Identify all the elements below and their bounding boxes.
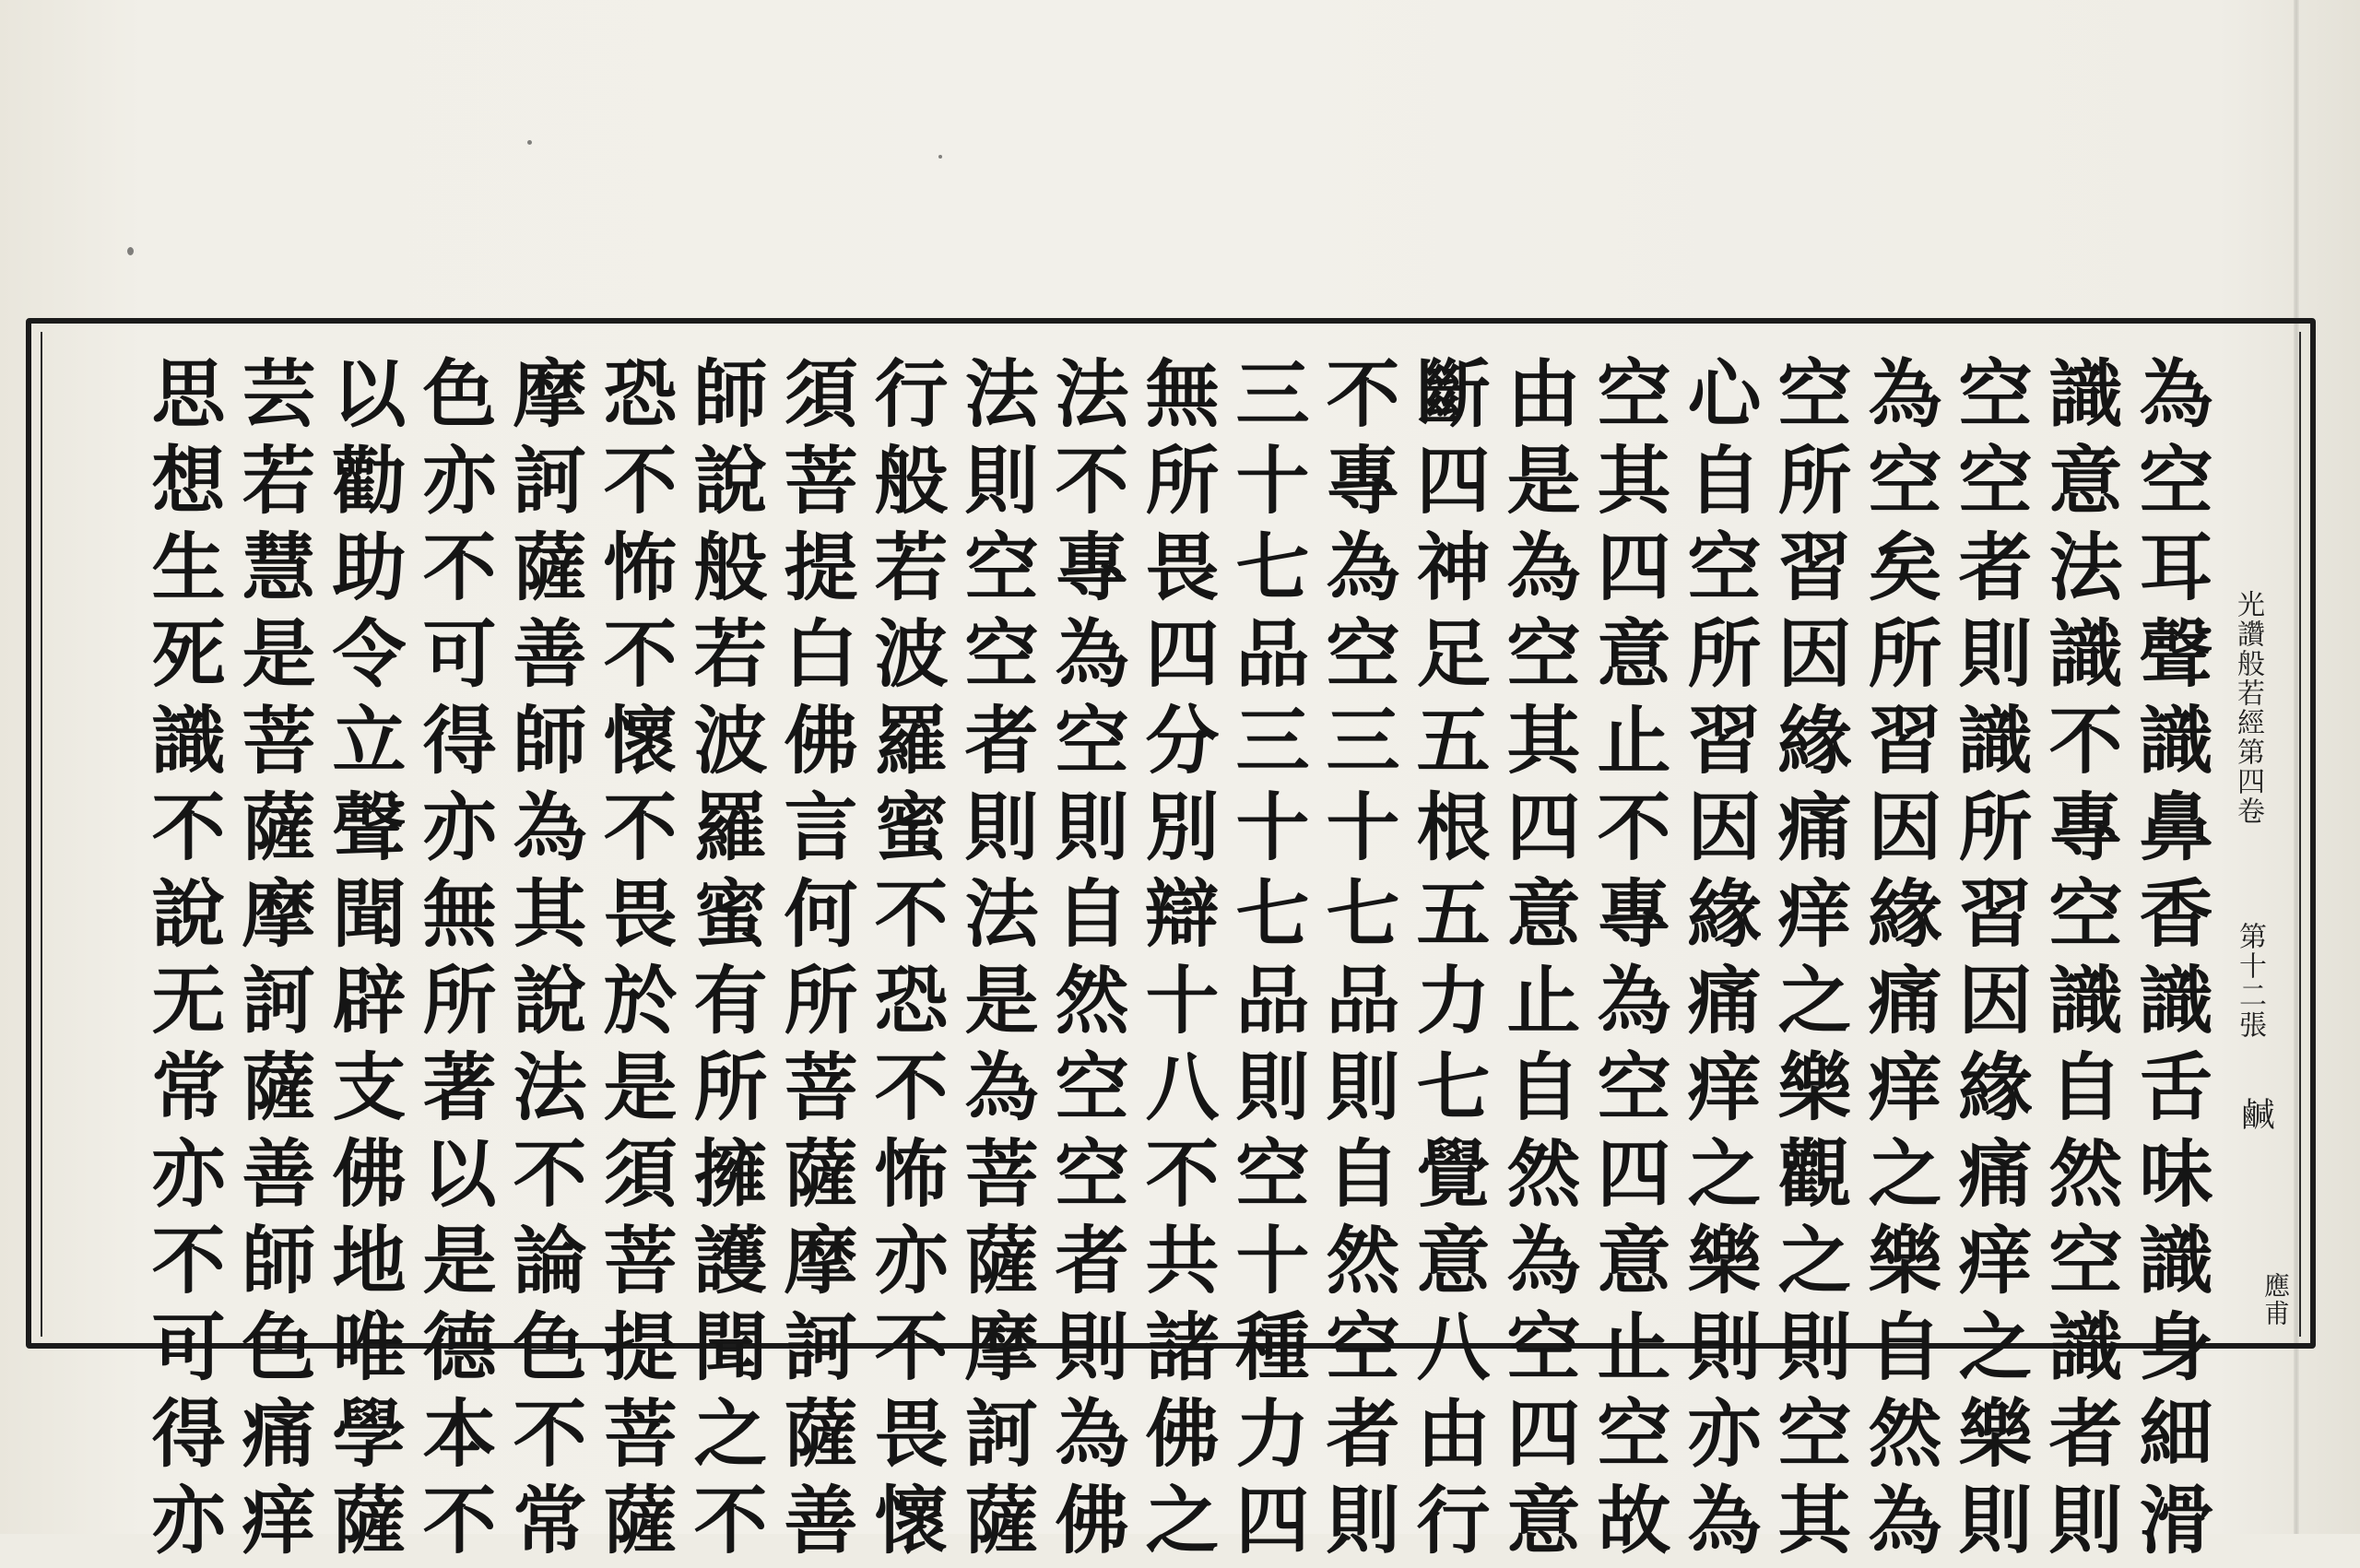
- text-column-10: 不專為空三十七品則自然空者則: [1314, 355, 1400, 1568]
- text-column-1: 為空耳聲識鼻香識舌味識身細滑: [2127, 355, 2213, 1568]
- text-column-9: 斷四神足五根五力七覺意八由行: [1404, 355, 1491, 1568]
- text-column-8: 由是為空其四意止自然為空四意: [1494, 355, 1581, 1568]
- margin-leaf-number: 第十二張: [2234, 922, 2266, 1040]
- paper-speck: [938, 155, 942, 159]
- text-column-15: 行般若波羅蜜不恐不怖亦不畏懷: [862, 355, 949, 1568]
- text-column-5: 空所習因緣痛痒之樂觀之則空其: [1765, 355, 1852, 1568]
- text-column-4: 為空矣所習因緣痛痒之樂自然為: [1856, 355, 1942, 1568]
- text-column-23: 思想生死識不說无常亦不可得亦: [139, 355, 226, 1568]
- margin-carver: 應甫: [2260, 1272, 2291, 1327]
- paper-speck: [527, 140, 532, 145]
- text-column-6: 心自空所習因緣痛痒之樂則亦為: [1675, 355, 1762, 1568]
- text-column-20: 色亦不可得亦無所著以是德本不: [410, 355, 497, 1568]
- text-column-13: 法不專為空則自然空空者則為佛: [1043, 355, 1129, 1568]
- text-column-14: 法則空空者則法是為菩薩摩訶薩: [952, 355, 1039, 1568]
- text-column-18: 恐不怖不懷不畏於是須菩提菩薩: [591, 355, 678, 1568]
- text-column-11: 三十七品三十七品則空十種力四: [1223, 355, 1310, 1568]
- text-column-7: 空其四意止不專為空四意止空故: [1585, 355, 1671, 1568]
- text-column-2: 識意法識不專空識自然空識者則: [2036, 355, 2123, 1568]
- text-column-21: 以勸助令立聲聞辟支佛地唯學薩: [320, 355, 407, 1568]
- text-column-16: 須菩提白佛言何所菩薩摩訶薩善: [772, 355, 858, 1568]
- paper-speck: [127, 247, 134, 255]
- margin-mark: 鹹: [2236, 1097, 2274, 1130]
- text-column-3: 空空者則識所習因緣痛痒之樂則: [1946, 355, 2033, 1568]
- text-column-22: 芸若慧是菩薩摩訶薩善師色痛痒: [230, 355, 316, 1568]
- text-column-17: 師說般若波羅蜜有所擁護聞之不: [681, 355, 768, 1568]
- text-column-12: 無所畏四分別辯十八不共諸佛之: [1133, 355, 1220, 1568]
- text-column-19: 摩訶薩善師為其說法不論色不常: [501, 355, 587, 1568]
- margin-title: 光讚般若經第四卷: [2232, 590, 2264, 826]
